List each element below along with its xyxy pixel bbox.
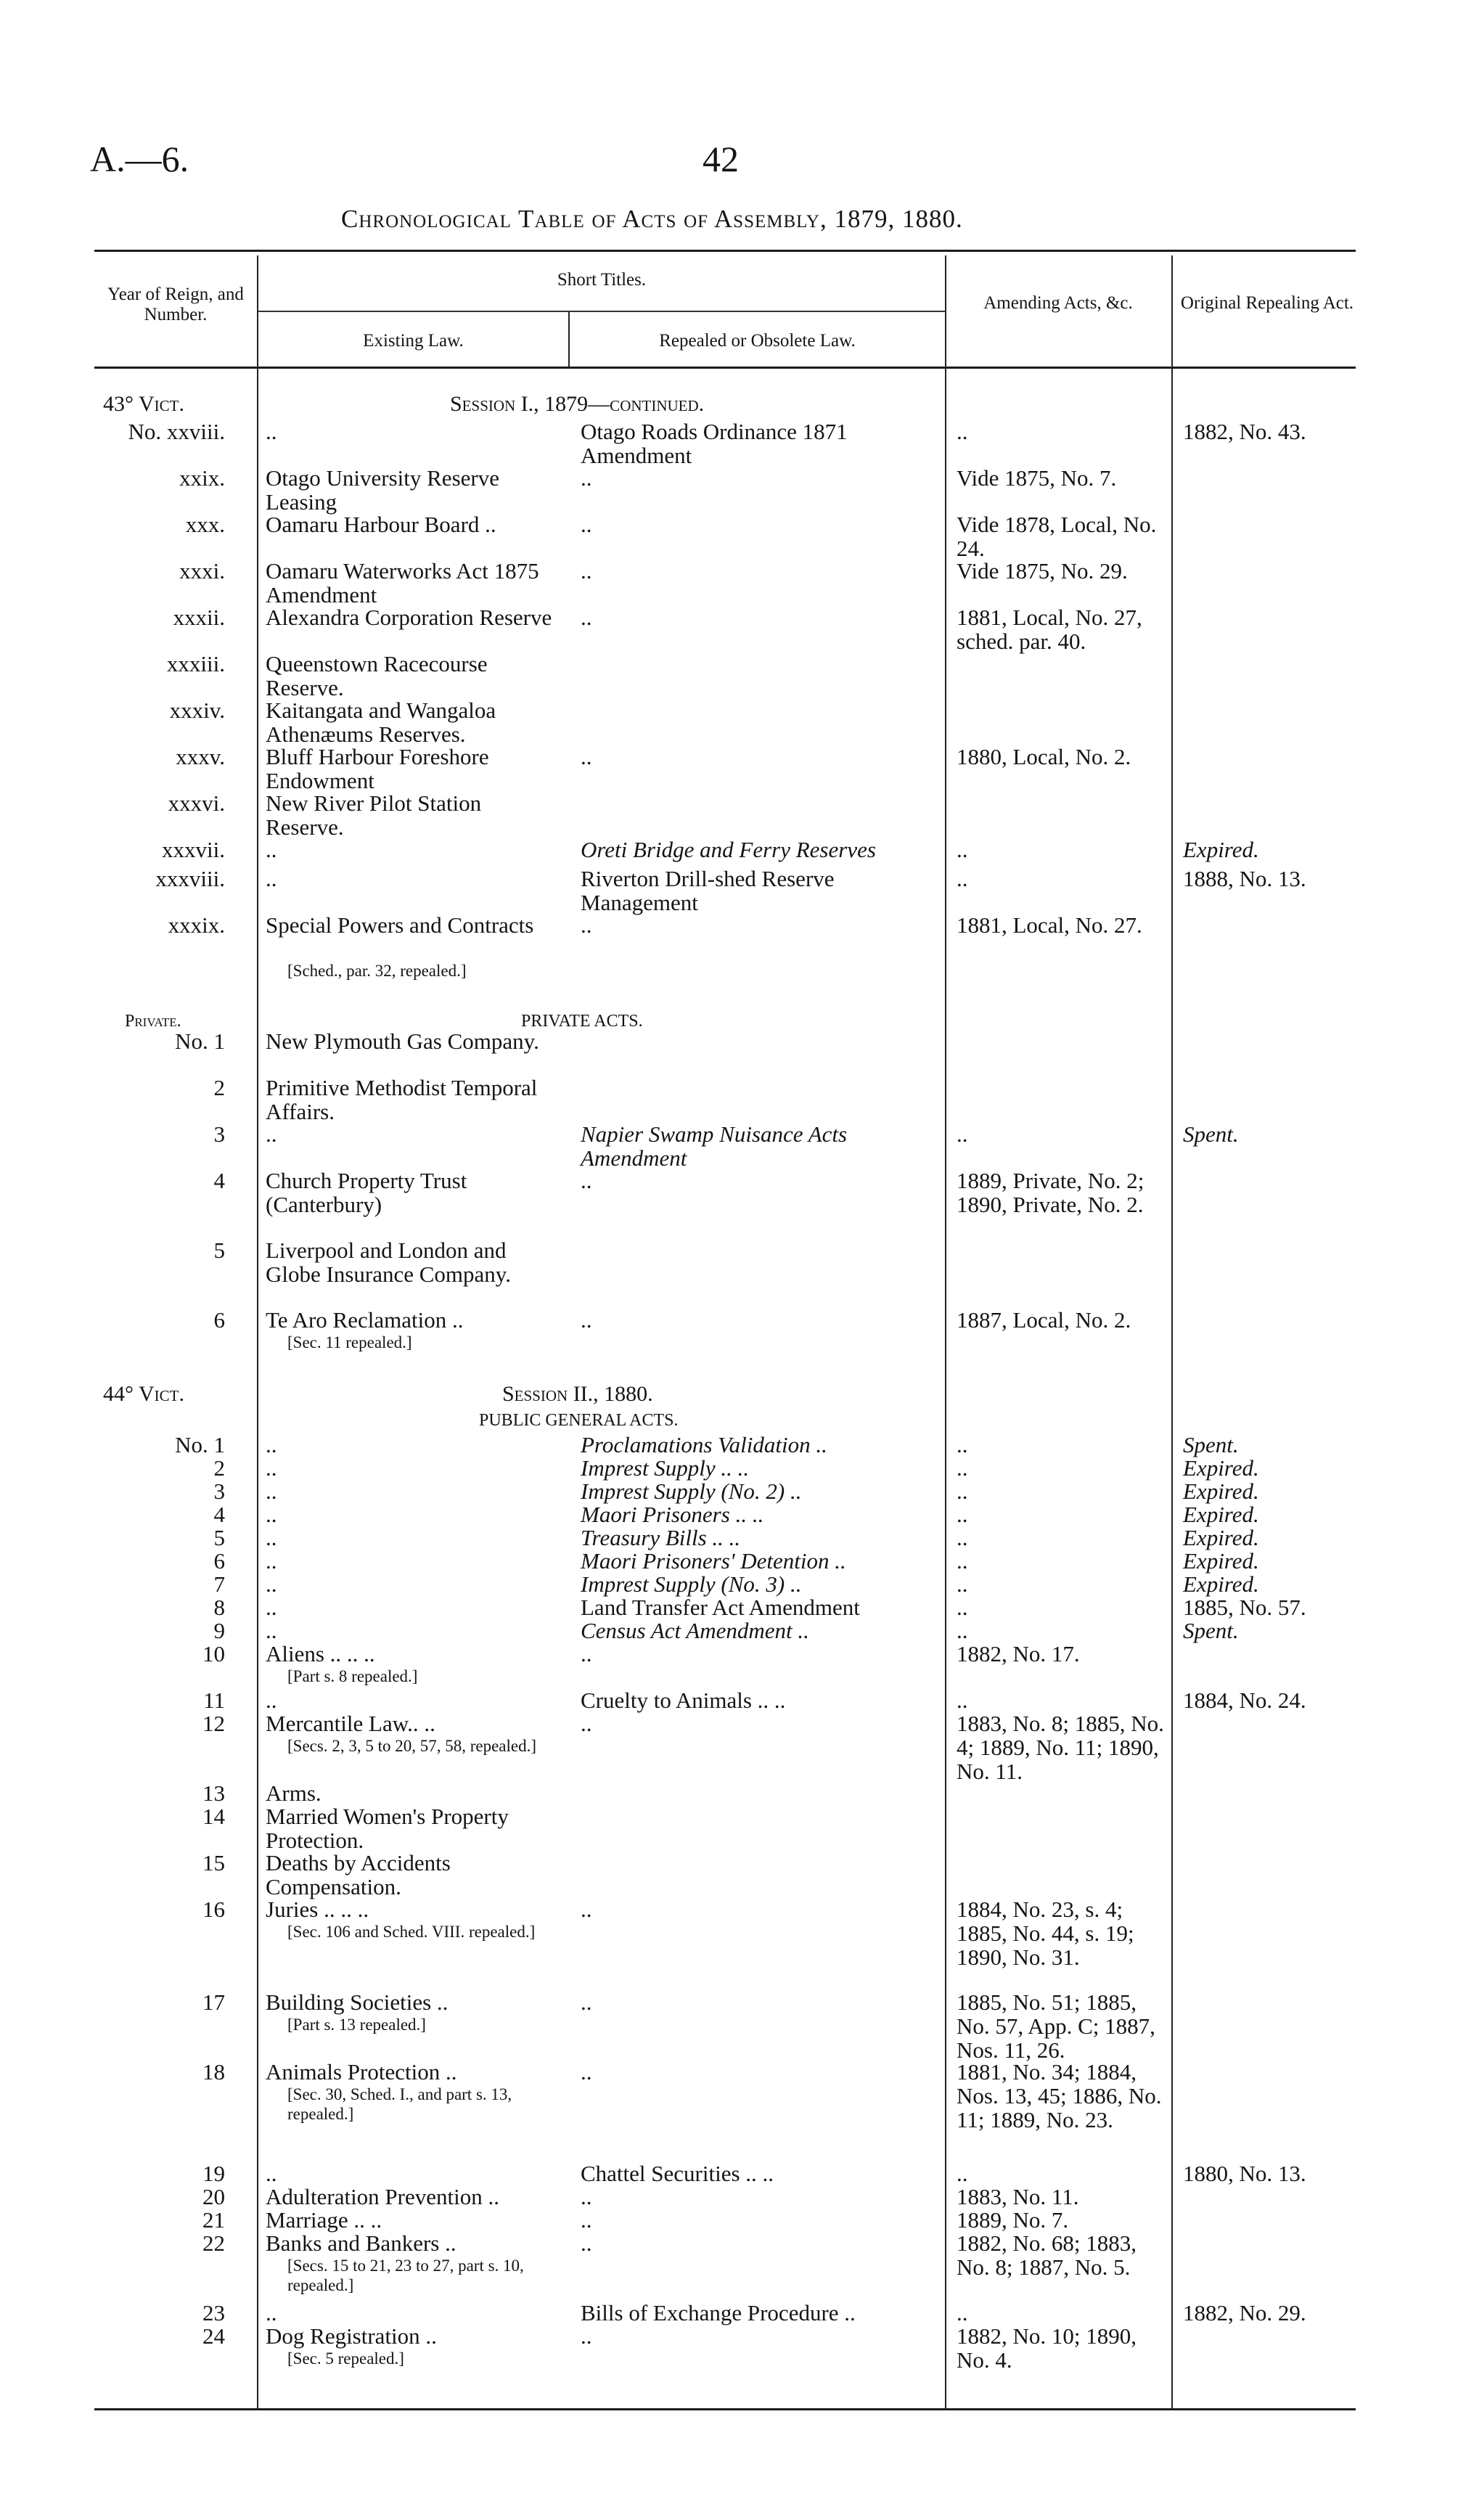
existing-law: Mercantile Law.. ..: [266, 1711, 435, 1736]
amending-acts: ..: [957, 1688, 968, 1713]
year-number: 2: [213, 1455, 225, 1481]
repealed-law: Cruelty to Animals .. ..: [581, 1688, 786, 1713]
year-number: 14: [202, 1804, 225, 1829]
amending-acts: ..: [957, 837, 968, 862]
table-bottom-rule: [94, 2408, 1356, 2410]
amending-acts: 1889, No. 7.: [957, 2207, 1069, 2233]
year-number: 20: [202, 2184, 225, 2209]
year-number: 24: [202, 2323, 225, 2349]
amending-acts: ..: [957, 419, 968, 444]
header-amending-acts: Amending Acts, &c.: [983, 293, 1133, 313]
year-number: 5: [213, 1525, 225, 1550]
amending-acts: 1880, Local, No. 2.: [957, 744, 1131, 769]
page-title: Chronological Table of Acts of Assembly, 1879, 1880.: [341, 205, 963, 233]
section-heading-private-acts: PRIVATE ACTS.: [521, 1012, 643, 1031]
amending-acts: 1883, No. 8; 1885, No. 4; 1889, No. 11; 1890, No. 11.: [957, 1711, 1164, 1784]
year-number: 6: [213, 1307, 225, 1333]
year-number: 16: [202, 1897, 225, 1922]
amending-acts: 1881, Local, No. 27.: [957, 912, 1142, 938]
original-repealing-act: Expired.: [1183, 1455, 1259, 1481]
year-number: 2: [213, 1075, 225, 1100]
year-number: 4: [213, 1502, 225, 1527]
existing-law: Bluff Harbour Foreshore Endowment: [266, 744, 489, 793]
repealed-law: Census Act Amendment ..: [581, 1618, 809, 1643]
original-repealing-act: Spent.: [1183, 1121, 1239, 1147]
year-number: 3: [213, 1121, 225, 1147]
document-reference: A.—6.: [90, 139, 189, 179]
amending-acts: Vide 1875, No. 29.: [957, 558, 1128, 584]
amending-acts: 1882, No. 17.: [957, 1641, 1080, 1666]
existing-law: ..: [266, 2161, 277, 2186]
existing-law: ..: [266, 1525, 277, 1550]
year-number: 13: [202, 1780, 225, 1806]
existing-law: Animals Protection ..: [266, 2059, 457, 2085]
existing-law: ..: [266, 1432, 277, 1457]
repealed-law: ..: [581, 2230, 592, 2256]
repealed-law: ..: [581, 744, 592, 769]
repealed-law: Imprest Supply .. ..: [581, 1455, 750, 1481]
table-top-rule: [94, 250, 1356, 252]
existing-law: ..: [266, 1688, 277, 1713]
year-number: 10: [202, 1641, 225, 1666]
original-repealing-act: 1880, No. 13.: [1183, 2161, 1306, 2186]
repealed-law: Maori Prisoners' Detention ..: [581, 1548, 846, 1574]
existing-law: ..: [266, 1618, 277, 1643]
existing-law: New River Pilot Station Reserve.: [266, 790, 482, 840]
repealed-law: ..: [581, 512, 592, 537]
original-repealing-act: Expired.: [1183, 1548, 1259, 1574]
column-divider-4: [1171, 255, 1173, 2408]
existing-law: Te Aro Reclamation ..: [266, 1307, 464, 1333]
existing-law: Dog Registration ..: [266, 2323, 437, 2349]
amending-acts: 1883, No. 11.: [957, 2184, 1079, 2209]
existing-law: Married Women's Property Protection.: [266, 1804, 509, 1853]
original-repealing-act: 1885, No. 57.: [1183, 1595, 1306, 1620]
existing-law: Deaths by Accidents Compensation.: [266, 1850, 451, 1899]
year-number: xxxvii.: [162, 837, 225, 862]
repealed-law: Riverton Drill-shed Reserve Management: [581, 866, 835, 915]
amending-acts: 1882, No. 10; 1890, No. 4.: [957, 2323, 1137, 2373]
repealed-law: ..: [581, 912, 592, 938]
year-number: xxxii.: [173, 605, 225, 630]
repealed-law: Chattel Securities .. ..: [581, 2161, 774, 2186]
year-number: xxxvi.: [168, 790, 225, 816]
repealed-law: Treasury Bills .. ..: [581, 1525, 741, 1550]
original-repealing-act: 1884, No. 24.: [1183, 1688, 1306, 1713]
original-repealing-act: 1882, No. 43.: [1183, 419, 1306, 444]
year-number: xxxviii.: [155, 866, 225, 891]
repealed-law: ..: [581, 1711, 592, 1736]
header-bottom-rule: [94, 367, 1356, 369]
repealed-law: ..: [581, 2059, 592, 2085]
amending-acts: ..: [957, 1525, 968, 1550]
existing-law: Queenstown Racecourse Reserve.: [266, 651, 488, 700]
year-number: xxxiii.: [166, 651, 225, 676]
amending-acts: ..: [957, 1595, 968, 1620]
repeal-note: [Sec. 11 repealed.]: [287, 1333, 412, 1351]
page-number: 42: [703, 139, 739, 179]
year-number: 19: [202, 2161, 225, 2186]
amending-acts: ..: [957, 1548, 968, 1574]
repealed-law: ..: [581, 1989, 592, 2015]
section-reign-43: 43° Vict.: [103, 392, 184, 416]
repealed-law: Oreti Bridge and Ferry Reserves: [581, 837, 876, 862]
existing-law: ..: [266, 837, 277, 862]
year-number: 11: [203, 1688, 225, 1713]
column-divider-1: [257, 255, 258, 2408]
header-original-repealing: Original Repealing Act.: [1180, 293, 1354, 313]
section-private-label: Private.: [125, 1012, 181, 1031]
year-number: 3: [213, 1478, 225, 1504]
repeal-note: [Sched., par. 32, repealed.]: [287, 962, 467, 980]
amending-acts: 1889, Private, No. 2; 1890, Private, No. 2.: [957, 1168, 1144, 1217]
repealed-law: ..: [581, 465, 592, 491]
header-existing-law: Existing Law.: [363, 331, 464, 351]
existing-law: Liverpool and London and Globe Insurance Company.: [266, 1238, 512, 1287]
existing-law: ..: [266, 1571, 277, 1597]
original-repealing-act: Expired.: [1183, 1502, 1259, 1527]
amending-acts: ..: [957, 1618, 968, 1643]
existing-law: ..: [266, 2300, 277, 2325]
existing-law: Juries .. .. ..: [266, 1897, 369, 1922]
amending-acts: 1887, Local, No. 2.: [957, 1307, 1131, 1333]
existing-law: Building Societies ..: [266, 1989, 449, 2015]
original-repealing-act: 1888, No. 13.: [1183, 866, 1306, 891]
existing-law: Oamaru Harbour Board ..: [266, 512, 496, 537]
amending-acts: 1881, No. 34; 1884, Nos. 13, 45; 1886, No. 11; 1889, No. 23.: [957, 2059, 1162, 2132]
repeal-note: [Sec. 106 and Sched. VIII. repealed.]: [287, 1923, 536, 1941]
amending-acts: Vide 1878, Local, No. 24.: [957, 512, 1157, 561]
year-number: 4: [213, 1168, 225, 1193]
original-repealing-act: Spent.: [1183, 1432, 1239, 1457]
year-number: 21: [202, 2207, 225, 2233]
year-number: 15: [202, 1850, 225, 1875]
section-heading-public-general: PUBLIC GENERAL ACTS.: [479, 1411, 679, 1430]
amending-acts: 1885, No. 51; 1885, No. 57, App. C; 1887, Nos. 11, 26.: [957, 1989, 1155, 2063]
repealed-law: Maori Prisoners .. ..: [581, 1502, 764, 1527]
amending-acts: ..: [957, 2300, 968, 2325]
existing-law: ..: [266, 1455, 277, 1481]
repeal-note: [Secs. 2, 3, 5 to 20, 57, 58, repealed.]: [287, 1737, 537, 1755]
year-number: 18: [202, 2059, 225, 2085]
amending-acts: ..: [957, 1455, 968, 1481]
existing-law: New Plymouth Gas Company.: [266, 1028, 539, 1054]
repeal-note: [Sec. 30, Sched. I., and part s. 13, repealed.]: [287, 2085, 512, 2123]
amending-acts: 1882, No. 68; 1883, No. 8; 1887, No. 5.: [957, 2230, 1137, 2280]
year-number: 5: [213, 1238, 225, 1263]
repealed-law: ..: [581, 1307, 592, 1333]
repealed-law: Imprest Supply (No. 2) ..: [581, 1478, 802, 1504]
repealed-law: ..: [581, 2207, 592, 2233]
existing-law: Primitive Methodist Temporal Affairs.: [266, 1075, 538, 1124]
existing-law: Otago University Reserve Leasing: [266, 465, 499, 515]
original-repealing-act: Expired.: [1183, 1525, 1259, 1550]
header-sub-rule: [258, 311, 945, 312]
existing-law: Kaitangata and Wangaloa Athenæums Reserves.: [266, 698, 496, 747]
existing-law: ..: [266, 866, 277, 891]
existing-law: Alexandra Corporation Reserve: [266, 605, 552, 630]
existing-law: Adulteration Prevention ..: [266, 2184, 499, 2209]
repealed-law: ..: [581, 558, 592, 584]
existing-law: ..: [266, 1595, 277, 1620]
year-number: No. 1: [175, 1028, 225, 1054]
column-divider-3: [945, 255, 946, 2408]
header-year: Year of Reign, and Number.: [107, 285, 244, 324]
amending-acts: 1881, Local, No. 27, sched. par. 40.: [957, 605, 1142, 654]
existing-law: Arms.: [266, 1780, 322, 1806]
existing-law: Marriage .. ..: [266, 2207, 382, 2233]
year-number: xxxi.: [179, 558, 225, 584]
year-number: 23: [202, 2300, 225, 2325]
repealed-law: Land Transfer Act Amendment: [581, 1595, 860, 1620]
year-number: xxxiv.: [169, 698, 225, 723]
amending-acts: ..: [957, 1478, 968, 1504]
original-repealing-act: Expired.: [1183, 1478, 1259, 1504]
repealed-law: ..: [581, 2184, 592, 2209]
section-heading-session-2: Session II., 1880.: [502, 1382, 653, 1406]
repeal-note: [Part s. 13 repealed.]: [287, 2016, 426, 2034]
repeal-note: [Sec. 5 repealed.]: [287, 2349, 404, 2368]
repealed-law: ..: [581, 1641, 592, 1666]
original-repealing-act: Spent.: [1183, 1618, 1239, 1643]
existing-law: ..: [266, 1121, 277, 1147]
header-repealed-law: Repealed or Obsolete Law.: [659, 331, 856, 351]
section-reign-44: 44° Vict.: [103, 1382, 184, 1406]
repealed-law: ..: [581, 2323, 592, 2349]
year-number: No. xxviii.: [128, 419, 225, 444]
header-short-titles: Short Titles.: [557, 270, 647, 290]
existing-law: ..: [266, 1502, 277, 1527]
section-heading-session-1: Session I., 1879—continued.: [450, 392, 705, 416]
original-repealing-act: Expired.: [1183, 1571, 1259, 1597]
year-number: No. 1: [175, 1432, 225, 1457]
existing-law: Banks and Bankers ..: [266, 2230, 456, 2256]
amending-acts: Vide 1875, No. 7.: [957, 465, 1117, 491]
repealed-law: ..: [581, 1168, 592, 1193]
repeal-note: [Secs. 15 to 21, 23 to 27, part s. 10, repealed.]: [287, 2257, 524, 2294]
year-number: 17: [202, 1989, 225, 2015]
amending-acts: ..: [957, 866, 968, 891]
amending-acts: ..: [957, 1502, 968, 1527]
year-number: xxxix.: [168, 912, 225, 938]
repealed-law: Napier Swamp Nuisance Acts Amendment: [581, 1121, 848, 1171]
repealed-law: Otago Roads Ordinance 1871 Amendment: [581, 419, 848, 468]
existing-law: ..: [266, 1478, 277, 1504]
existing-law: Church Property Trust (Canterbury): [266, 1168, 467, 1217]
year-number: xxix.: [179, 465, 225, 491]
original-repealing-act: 1882, No. 29.: [1183, 2300, 1306, 2325]
year-number: 9: [213, 1618, 225, 1643]
year-number: 7: [213, 1571, 225, 1597]
original-repealing-act: Expired.: [1183, 837, 1259, 862]
repealed-law: Imprest Supply (No. 3) ..: [581, 1571, 802, 1597]
year-number: 8: [213, 1595, 225, 1620]
year-number: 22: [202, 2230, 225, 2256]
repealed-law: Proclamations Validation ..: [581, 1432, 827, 1457]
repealed-law: ..: [581, 1897, 592, 1922]
year-number: xxxv.: [176, 744, 225, 769]
amending-acts: ..: [957, 1571, 968, 1597]
repealed-law: Bills of Exchange Procedure ..: [581, 2300, 856, 2325]
existing-law: ..: [266, 1548, 277, 1574]
existing-law: Oamaru Waterworks Act 1875 Amendment: [266, 558, 539, 608]
year-number: 12: [202, 1711, 225, 1736]
repeal-note: [Part s. 8 repealed.]: [287, 1667, 418, 1685]
amending-acts: ..: [957, 2161, 968, 2186]
existing-law: Special Powers and Contracts: [266, 912, 534, 938]
existing-law: Aliens .. .. ..: [266, 1641, 375, 1666]
amending-acts: ..: [957, 1432, 968, 1457]
repealed-law: ..: [581, 605, 592, 630]
amending-acts: 1884, No. 23, s. 4; 1885, No. 44, s. 19; 1890, No. 31.: [957, 1897, 1134, 1970]
existing-law: ..: [266, 419, 277, 444]
year-number: xxx.: [185, 512, 225, 537]
amending-acts: ..: [957, 1121, 968, 1147]
year-number: 6: [213, 1548, 225, 1574]
